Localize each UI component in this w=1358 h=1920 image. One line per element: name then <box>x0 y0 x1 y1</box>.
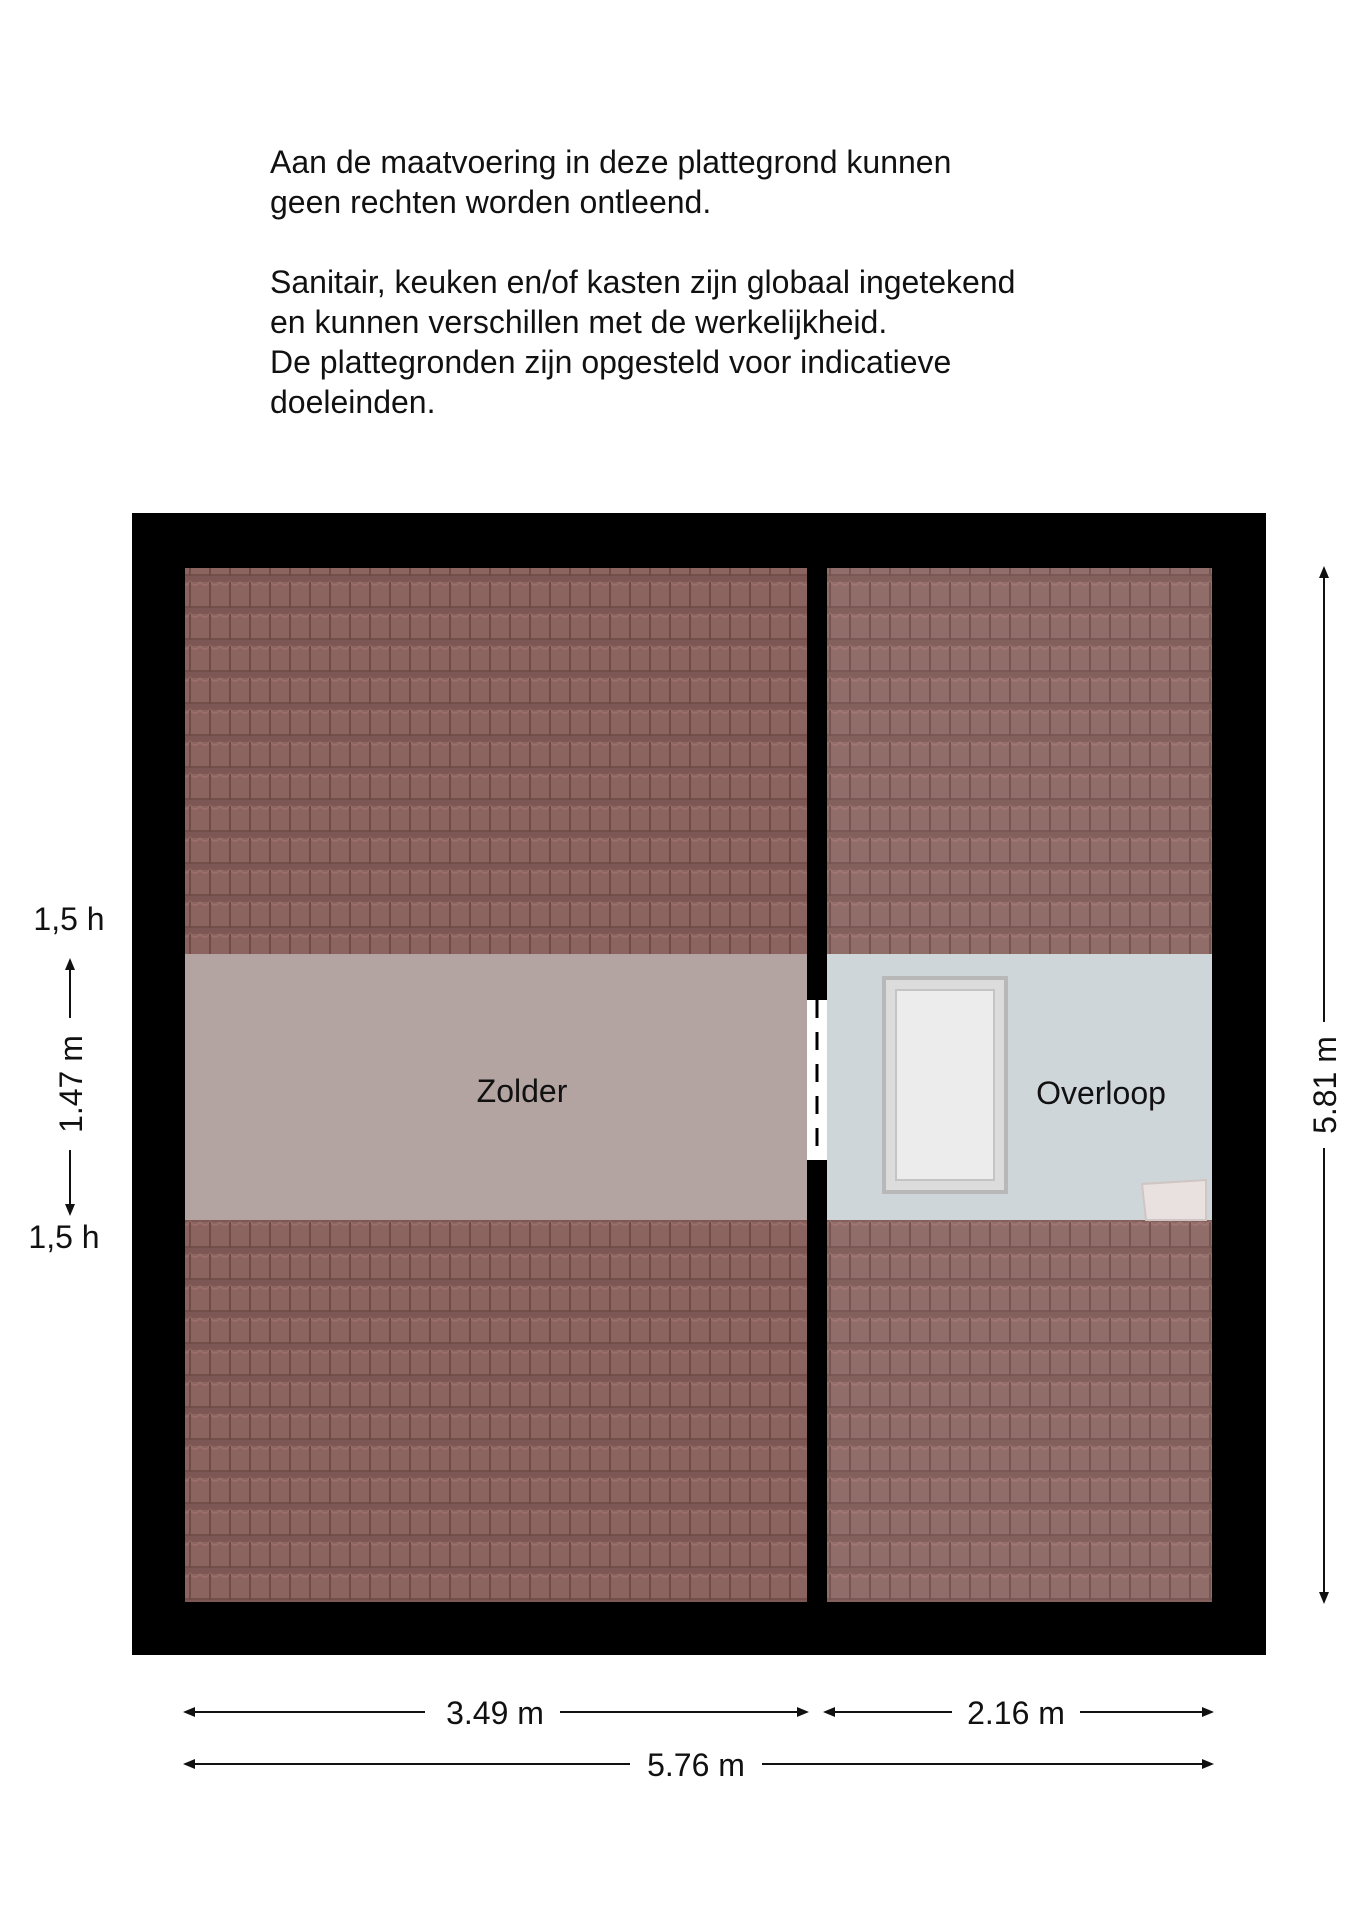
room-label-zolder: Zolder <box>476 1073 568 1109</box>
dim-overloop-width: 2.16 m <box>967 1695 1065 1731</box>
disclaimer-line-4: en kunnen verschillen met de werkelijkheid. <box>270 304 888 340</box>
disclaimer-line-2: geen rechten worden ontleend. <box>270 184 712 220</box>
dim-headroom-band: 1.47 m <box>53 1035 89 1133</box>
dim-total-height: 5.81 m <box>1307 1036 1343 1134</box>
room-label-overloop: Overloop <box>1036 1075 1166 1111</box>
zolder-roof-top <box>185 568 807 954</box>
dim-total-width: 5.76 m <box>647 1747 745 1783</box>
zolder-roof-bottom <box>185 1220 807 1602</box>
disclaimer-line-1: Aan de maatvoering in deze plattegrond kunnen <box>270 144 952 180</box>
corner-fixture <box>1142 1180 1206 1220</box>
disclaimer-line-5: De plattegronden zijn opgesteld voor indicatieve <box>270 344 952 380</box>
height-label-top: 1,5 h <box>33 901 105 937</box>
dim-zolder-width: 3.49 m <box>446 1695 544 1731</box>
disclaimer-line-3: Sanitair, keuken en/of kasten zijn globaal ingetekend <box>270 264 1016 300</box>
height-label-bottom: 1,5 h <box>28 1219 100 1255</box>
disclaimer-line-6: doeleinden. <box>270 384 436 420</box>
